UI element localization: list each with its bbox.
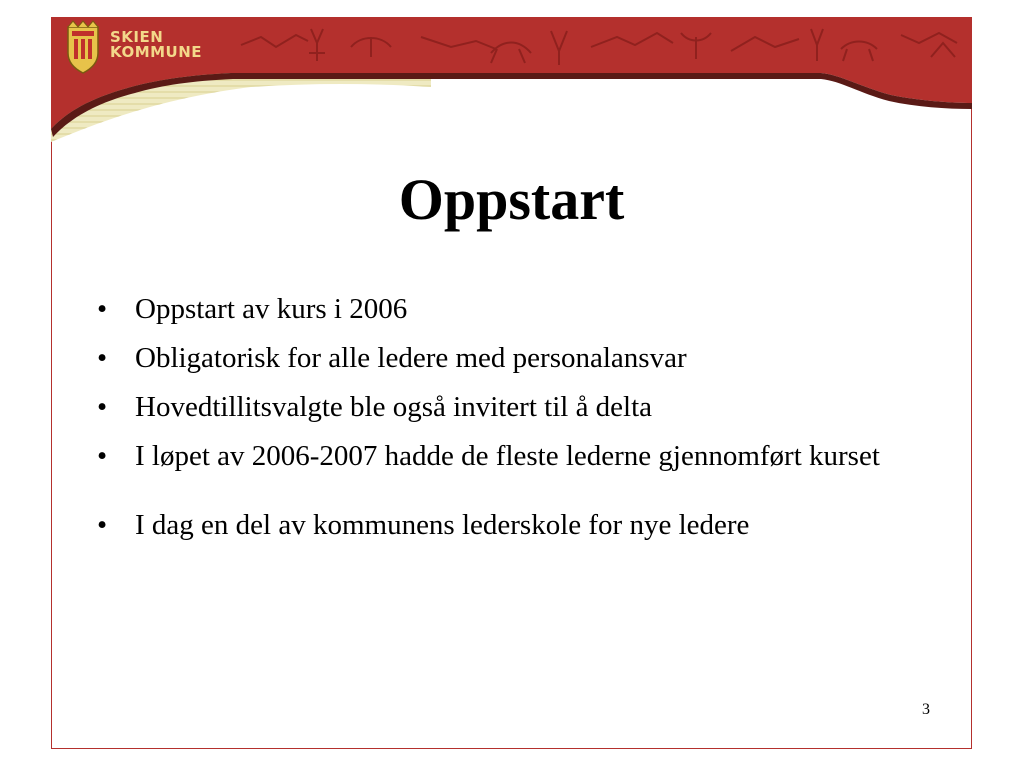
bullet-text: Oppstart av kurs i 2006: [135, 293, 408, 325]
bullet-icon: •: [97, 342, 108, 374]
list-item: [95, 291, 945, 327]
bullet-icon: •: [97, 391, 108, 423]
bullet-icon: •: [97, 293, 108, 325]
logo-line-2: KOMMUNE: [110, 43, 203, 61]
slide-title: Oppstart: [398, 167, 625, 232]
bullet-text: Hovedtillitsvalgte ble også invitert til å delta: [135, 391, 653, 423]
bullet-text: I løpet av 2006-2007 hadde de fleste lederne gjennomført kurset: [135, 440, 880, 472]
list-item: [95, 438, 945, 474]
bullet-icon: •: [97, 440, 108, 472]
bullet-text: I dag en del av kommunens lederskole for nye ledere: [135, 509, 750, 541]
list-item: [95, 340, 945, 376]
municipality-logo: [110, 30, 202, 60]
bullet-text: Obligatorisk for alle ledere med personalansvar: [135, 342, 687, 374]
list-item: [95, 389, 945, 425]
coat-of-arms-icon: [68, 21, 98, 73]
bullet-list: [95, 291, 945, 556]
logo-line-1: SKIEN: [110, 28, 164, 46]
list-item: [95, 507, 945, 543]
bullet-icon: •: [97, 509, 108, 541]
page-number: 3: [922, 701, 930, 718]
